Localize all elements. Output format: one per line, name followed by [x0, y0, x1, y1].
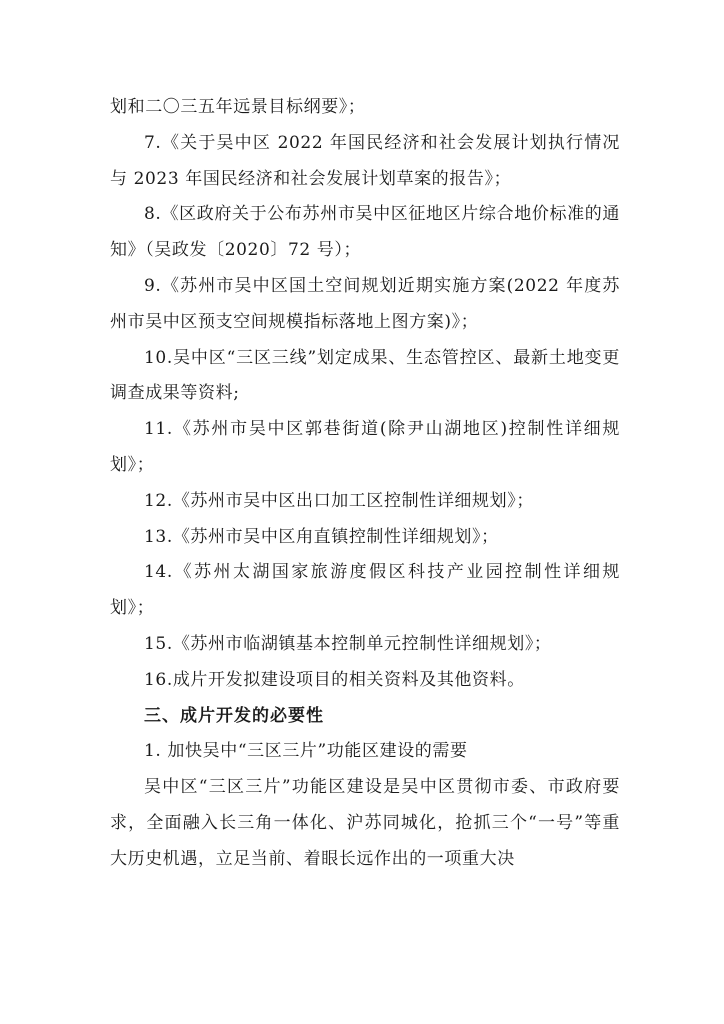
list-item-12: 12.《苏州市吴中区出口加工区控制性详细规划》； — [144, 490, 534, 511]
section-heading: 三、成片开发的必要性 — [144, 705, 324, 726]
list-item-7: 7.《关于吴中区 2022 年国民经济和社会发展计划执行情况与 2023 年国民经济和社会发展计划草案的报告》； — [110, 132, 620, 189]
list-item-8: 8.《区政府关于公布苏州市吴中区征地区片综合地价标准的通知》（吴政发〔2020〕72 号）； — [110, 204, 620, 261]
list-item-10: 10.吴中区“三区三线”划定成果、生态管控区、最新土地变更调查成果等资料; — [110, 347, 620, 404]
list-item-16: 16.成片开发拟建设项目的相关资料及其他资料。 — [144, 669, 525, 690]
list-item-15: 15.《苏州市临湖镇基本控制单元控制性详细规划》； — [144, 633, 552, 654]
document-body — [110, 90, 620, 878]
list-item-14: 14.《苏州太湖国家旅游度假区科技产业园控制性详细规划》； — [110, 562, 620, 619]
closing-paragraph: 吴中区“三区三片”功能区建设是吴中区贯彻市委、市政府要求，全面融入长三角一体化、沪苏同城化，抢抓三个“一号”等重大历史机遇，立足当前、着眼长远作出的一项重大决 — [110, 777, 620, 869]
list-item-9: 9.《苏州市吴中区国土空间规划近期实施方案(2022 年度苏州市吴中区预支空间规模指标落地上图方案)》； — [110, 275, 620, 332]
paragraph-continuation: 划和二〇三五年远景目标纲要》； — [110, 97, 366, 117]
subheading: 1. 加快吴中“三区三片”功能区建设的需要 — [144, 741, 468, 762]
list-item-11: 11.《苏州市吴中区郭巷街道(除尹山湖地区)控制性详细规划》； — [110, 419, 620, 475]
list-item-13: 13.《苏州市吴中区甪直镇控制性详细规划》； — [144, 526, 499, 547]
